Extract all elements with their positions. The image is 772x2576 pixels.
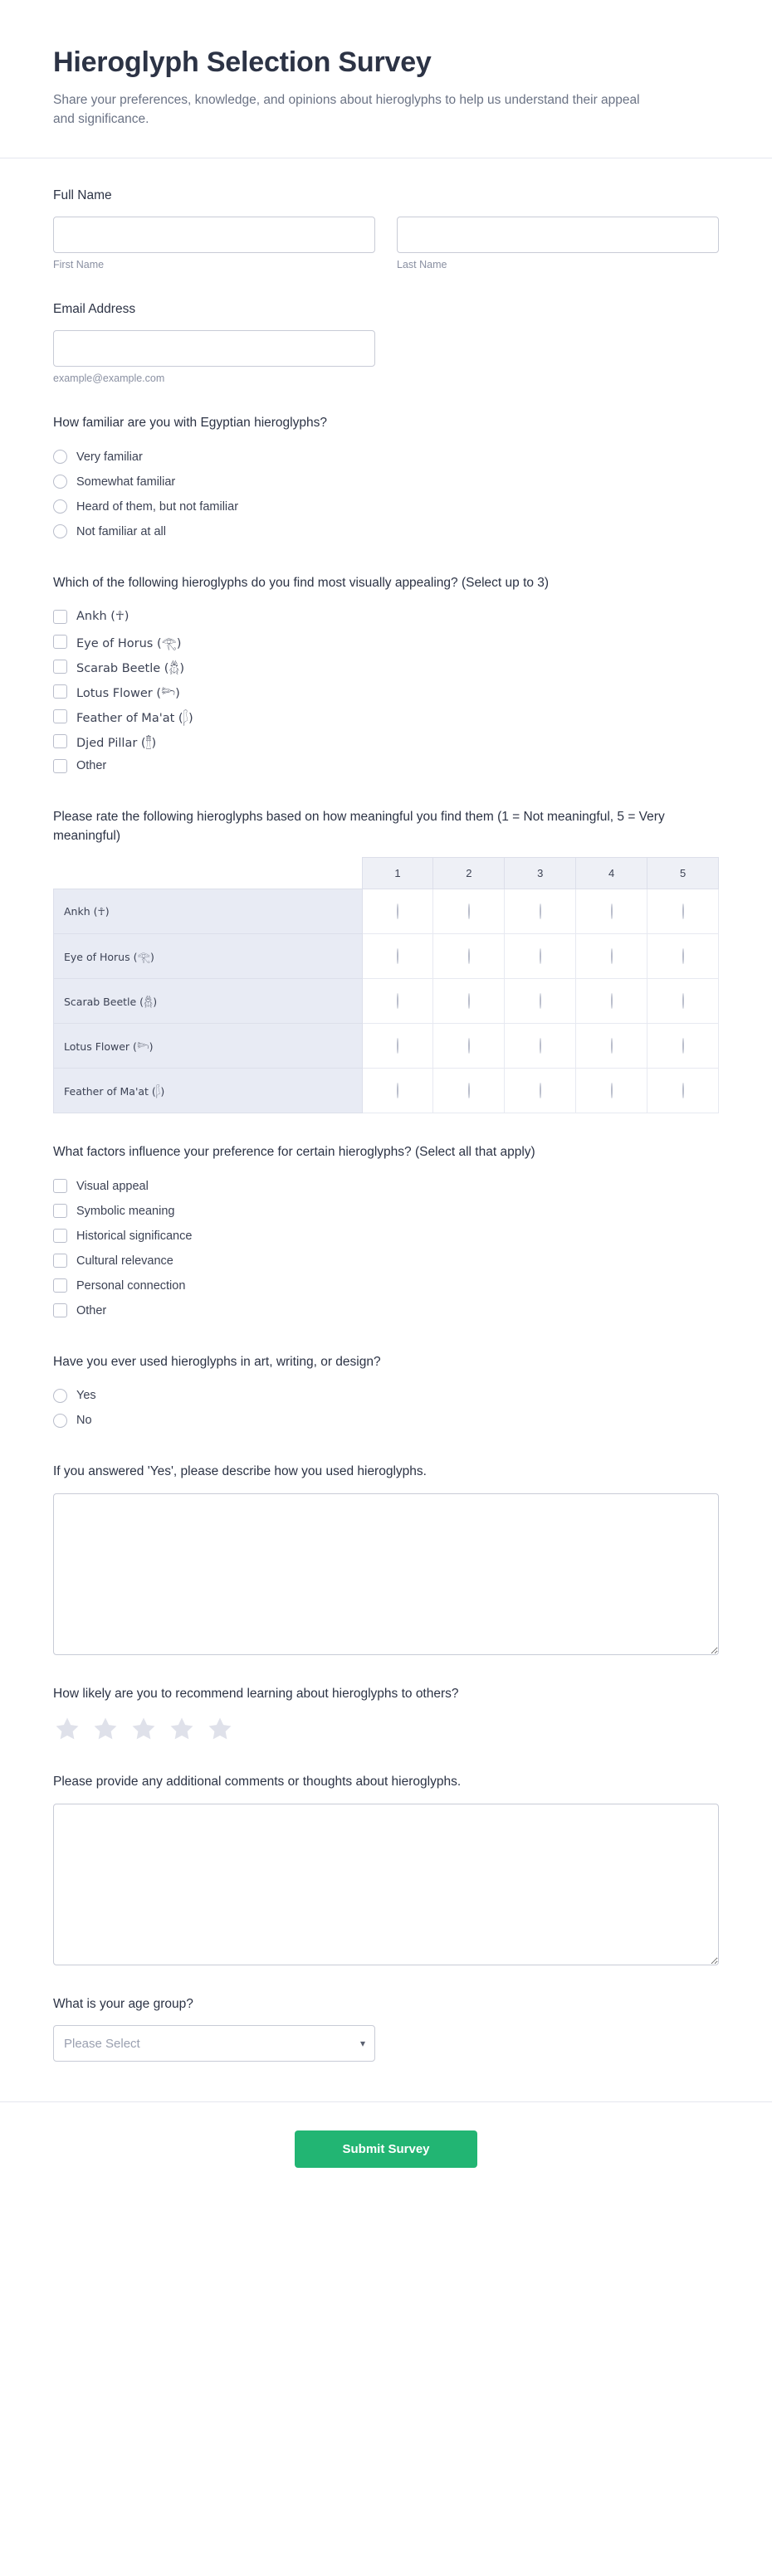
radio-icon[interactable] (397, 993, 398, 1009)
last-name-input[interactable] (397, 217, 719, 253)
matrix-scale-header: 2 (433, 858, 505, 889)
radio-icon[interactable] (540, 1083, 541, 1098)
radio-icon[interactable] (397, 1083, 398, 1098)
radio-icon[interactable] (53, 450, 67, 464)
checkbox-icon[interactable] (53, 1303, 67, 1317)
matrix-cell[interactable] (433, 1069, 505, 1113)
checkbox-option-label: Symbolic meaning (76, 1204, 175, 1218)
question-describe-use (53, 1463, 719, 1654)
first-name-group (53, 217, 375, 270)
radio-icon[interactable] (682, 948, 684, 964)
matrix-cell[interactable] (362, 1024, 433, 1069)
question-comments (53, 1773, 719, 1965)
full-name-row (53, 217, 719, 270)
last-name-sublabel: Last Name (397, 258, 447, 270)
last-name-group (397, 217, 719, 270)
checkbox-icon[interactable] (53, 1278, 67, 1293)
matrix-cell[interactable] (647, 1069, 719, 1113)
checkbox-icon[interactable] (53, 660, 67, 674)
radio-option[interactable] (53, 445, 719, 470)
comments-textarea[interactable] (53, 1804, 719, 1965)
checkbox-option[interactable] (53, 704, 719, 728)
question-rating-matrix (53, 808, 719, 1113)
checkbox-option[interactable] (53, 629, 719, 654)
radio-icon[interactable] (468, 1083, 470, 1098)
age-group-select[interactable] (53, 2025, 375, 2062)
checkbox-icon[interactable] (53, 709, 67, 723)
first-name-input[interactable] (53, 217, 375, 253)
radio-icon[interactable] (397, 948, 398, 964)
radio-icon[interactable] (611, 903, 613, 919)
question-familiarity (53, 414, 719, 543)
matrix-corner (54, 858, 363, 889)
radio-option-label: Yes (76, 1389, 96, 1403)
checkbox-icon[interactable] (53, 635, 67, 649)
checkbox-option[interactable] (53, 1249, 719, 1273)
matrix-scale-header: 4 (576, 858, 647, 889)
radio-icon[interactable] (397, 903, 398, 919)
matrix-header-row (54, 858, 719, 889)
matrix-cell[interactable] (576, 1024, 647, 1069)
question-age-group (53, 1995, 719, 2062)
checkbox-icon[interactable] (53, 759, 67, 773)
page-subtitle: Share your preferences, knowledge, and opinions about hieroglyphs to help us understand their appeal and significance. (53, 93, 640, 127)
matrix-cell[interactable] (433, 979, 505, 1024)
radio-icon[interactable] (53, 1389, 67, 1403)
star-icon[interactable] (168, 1715, 196, 1743)
rating-matrix-label: Please rate the following hieroglyphs based on how meaningful you find them (1 = Not meaningful, 5 = Very meaningful) (53, 810, 665, 843)
factors-label: What factors influence your preference for certain hieroglyphs? (Select all that apply) (53, 1145, 535, 1160)
table-row (54, 1069, 719, 1113)
radio-icon[interactable] (611, 1083, 613, 1098)
matrix-scale-header: 3 (505, 858, 576, 889)
radio-icon[interactable] (611, 948, 613, 964)
form-body (0, 158, 772, 2102)
radio-icon[interactable] (682, 903, 684, 919)
radio-option-label: Heard of them, but not familiar (76, 499, 239, 514)
checkbox-icon[interactable] (53, 734, 67, 748)
radio-icon[interactable] (682, 1083, 684, 1098)
radio-icon[interactable] (611, 1038, 613, 1054)
used-before-options (53, 1383, 719, 1433)
rating-matrix-table (53, 857, 719, 1113)
checkbox-option[interactable] (53, 1273, 719, 1298)
radio-icon[interactable] (540, 1038, 541, 1054)
describe-use-textarea[interactable] (53, 1493, 719, 1655)
checkbox-option-label: Lotus Flower (𓆸) (76, 687, 180, 701)
familiarity-label: How familiar are you with Egyptian hieroglyphs? (53, 416, 327, 431)
checkbox-option-label: Cultural relevance (76, 1254, 173, 1268)
star-rating[interactable] (53, 1715, 719, 1743)
email-sublabel: example@example.com (53, 373, 165, 385)
visually-appealing-label: Which of the following hieroglyphs do you find most visually appealing? (Select up to 3) (53, 575, 550, 590)
question-visually-appealing (53, 574, 719, 778)
radio-option-label: Very familiar (76, 450, 143, 464)
matrix-cell[interactable] (576, 889, 647, 934)
checkbox-option[interactable] (53, 753, 719, 778)
table-row (54, 889, 719, 934)
question-email (53, 300, 719, 384)
radio-option[interactable] (53, 1408, 719, 1433)
email-field[interactable] (53, 330, 375, 367)
checkbox-option[interactable] (53, 1298, 719, 1323)
matrix-cell[interactable] (576, 934, 647, 979)
radio-icon[interactable] (682, 1038, 684, 1054)
star-icon[interactable] (91, 1715, 120, 1743)
matrix-cell[interactable] (505, 889, 576, 934)
question-full-name (53, 187, 719, 270)
checkbox-option[interactable] (53, 1174, 719, 1199)
checkbox-icon[interactable] (53, 1204, 67, 1218)
radio-icon[interactable] (53, 524, 67, 538)
page-title: Hieroglyph Selection Survey (53, 46, 432, 78)
matrix-row-label: Feather of Ma'at (𓆄) (54, 1069, 363, 1113)
matrix-cell[interactable] (433, 1024, 505, 1069)
matrix-cell[interactable] (647, 889, 719, 934)
visually-appealing-options (53, 604, 719, 778)
checkbox-icon[interactable] (53, 1229, 67, 1243)
checkbox-option[interactable] (53, 1224, 719, 1249)
checkbox-option-label: Eye of Horus (𓂀) (76, 637, 182, 651)
matrix-scale-header: 1 (362, 858, 433, 889)
full-name-label: Full Name (53, 187, 112, 202)
radio-icon[interactable] (468, 993, 470, 1009)
radio-icon[interactable] (682, 993, 684, 1009)
radio-option[interactable] (53, 519, 719, 544)
checkbox-option[interactable] (53, 679, 719, 704)
matrix-cell[interactable] (647, 934, 719, 979)
radio-option-label: No (76, 1414, 92, 1428)
radio-option-label: Not familiar at all (76, 524, 166, 538)
matrix-cell[interactable] (576, 1069, 647, 1113)
email-label: Email Address (53, 301, 136, 316)
checkbox-option[interactable] (53, 728, 719, 753)
matrix-cell[interactable] (647, 979, 719, 1024)
matrix-cell[interactable] (505, 934, 576, 979)
checkbox-option-label: Feather of Ma'at (𓆄) (76, 712, 193, 726)
question-factors (53, 1143, 719, 1322)
describe-use-label: If you answered 'Yes', please describe how you used hieroglyphs. (53, 1464, 427, 1479)
recommend-label: How likely are you to recommend learning about hieroglyphs to others? (53, 1686, 459, 1701)
radio-icon[interactable] (540, 993, 541, 1009)
question-recommend (53, 1685, 719, 1743)
first-name-sublabel: First Name (53, 258, 105, 270)
checkbox-option-label: Ankh (☥) (76, 610, 129, 624)
checkbox-option-label: Other (76, 1303, 107, 1317)
radio-icon[interactable] (468, 1038, 470, 1054)
matrix-scale-header: 5 (647, 858, 719, 889)
star-icon[interactable] (206, 1715, 234, 1743)
radio-icon[interactable] (540, 903, 541, 919)
radio-option[interactable] (53, 494, 719, 519)
matrix-row-label: Eye of Horus (𓂀) (54, 934, 363, 979)
radio-icon[interactable] (468, 903, 470, 919)
checkbox-icon[interactable] (53, 684, 67, 699)
star-icon[interactable] (129, 1715, 158, 1743)
checkbox-option-label: Djed Pillar (𓊽) (76, 737, 157, 751)
checkbox-option-label: Other (76, 759, 107, 773)
matrix-cell[interactable] (362, 1069, 433, 1113)
form-footer (0, 2101, 772, 2208)
star-icon[interactable] (53, 1715, 81, 1743)
used-before-label: Have you ever used hieroglyphs in art, writing, or design? (53, 1354, 381, 1369)
matrix-row-label: Scarab Beetle (𓆣) (54, 979, 363, 1024)
checkbox-icon[interactable] (53, 1179, 67, 1193)
email-group (53, 330, 375, 384)
radio-icon[interactable] (611, 993, 613, 1009)
matrix-cell[interactable] (505, 979, 576, 1024)
matrix-row-label: Ankh (☥) (54, 889, 363, 934)
matrix-cell[interactable] (362, 889, 433, 934)
age-group-label: What is your age group? (53, 1996, 193, 2011)
matrix-row-label: Lotus Flower (𓆸) (54, 1024, 363, 1069)
checkbox-option-label: Visual appeal (76, 1179, 149, 1193)
question-used-before (53, 1353, 719, 1433)
radio-icon[interactable] (468, 948, 470, 964)
checkbox-icon[interactable] (53, 610, 67, 624)
checkbox-option-label: Historical significance (76, 1229, 193, 1243)
radio-option[interactable] (53, 470, 719, 494)
matrix-cell[interactable] (505, 1069, 576, 1113)
checkbox-icon[interactable] (53, 1254, 67, 1268)
checkbox-option[interactable] (53, 654, 719, 679)
table-row (54, 934, 719, 979)
chevron-down-icon: ▾ (359, 2038, 365, 2050)
radio-icon[interactable] (540, 948, 541, 964)
radio-icon[interactable] (53, 475, 67, 489)
matrix-cell[interactable] (433, 889, 505, 934)
checkbox-option-label: Personal connection (76, 1278, 186, 1293)
matrix-cell[interactable] (362, 934, 433, 979)
familiarity-options (53, 445, 719, 544)
checkbox-option[interactable] (53, 604, 719, 629)
radio-option-label: Somewhat familiar (76, 475, 176, 489)
checkbox-option-label: Scarab Beetle (𓆣) (76, 662, 185, 676)
age-group-select-wrap (53, 2025, 375, 2062)
matrix-cell[interactable] (505, 1024, 576, 1069)
radio-icon[interactable] (53, 499, 67, 514)
comments-label: Please provide any additional comments or thoughts about hieroglyphs. (53, 1775, 462, 1790)
submit-button[interactable]: Submit Survey (295, 2130, 477, 2168)
radio-icon[interactable] (53, 1414, 67, 1428)
checkbox-option[interactable] (53, 1199, 719, 1224)
table-row (54, 1024, 719, 1069)
matrix-cell[interactable] (647, 1024, 719, 1069)
radio-option[interactable] (53, 1383, 719, 1408)
matrix-cell[interactable] (576, 979, 647, 1024)
factors-options (53, 1174, 719, 1323)
radio-icon[interactable] (397, 1038, 398, 1054)
table-row (54, 979, 719, 1024)
form-header (0, 0, 772, 158)
matrix-cell[interactable] (362, 979, 433, 1024)
matrix-cell[interactable] (433, 934, 505, 979)
